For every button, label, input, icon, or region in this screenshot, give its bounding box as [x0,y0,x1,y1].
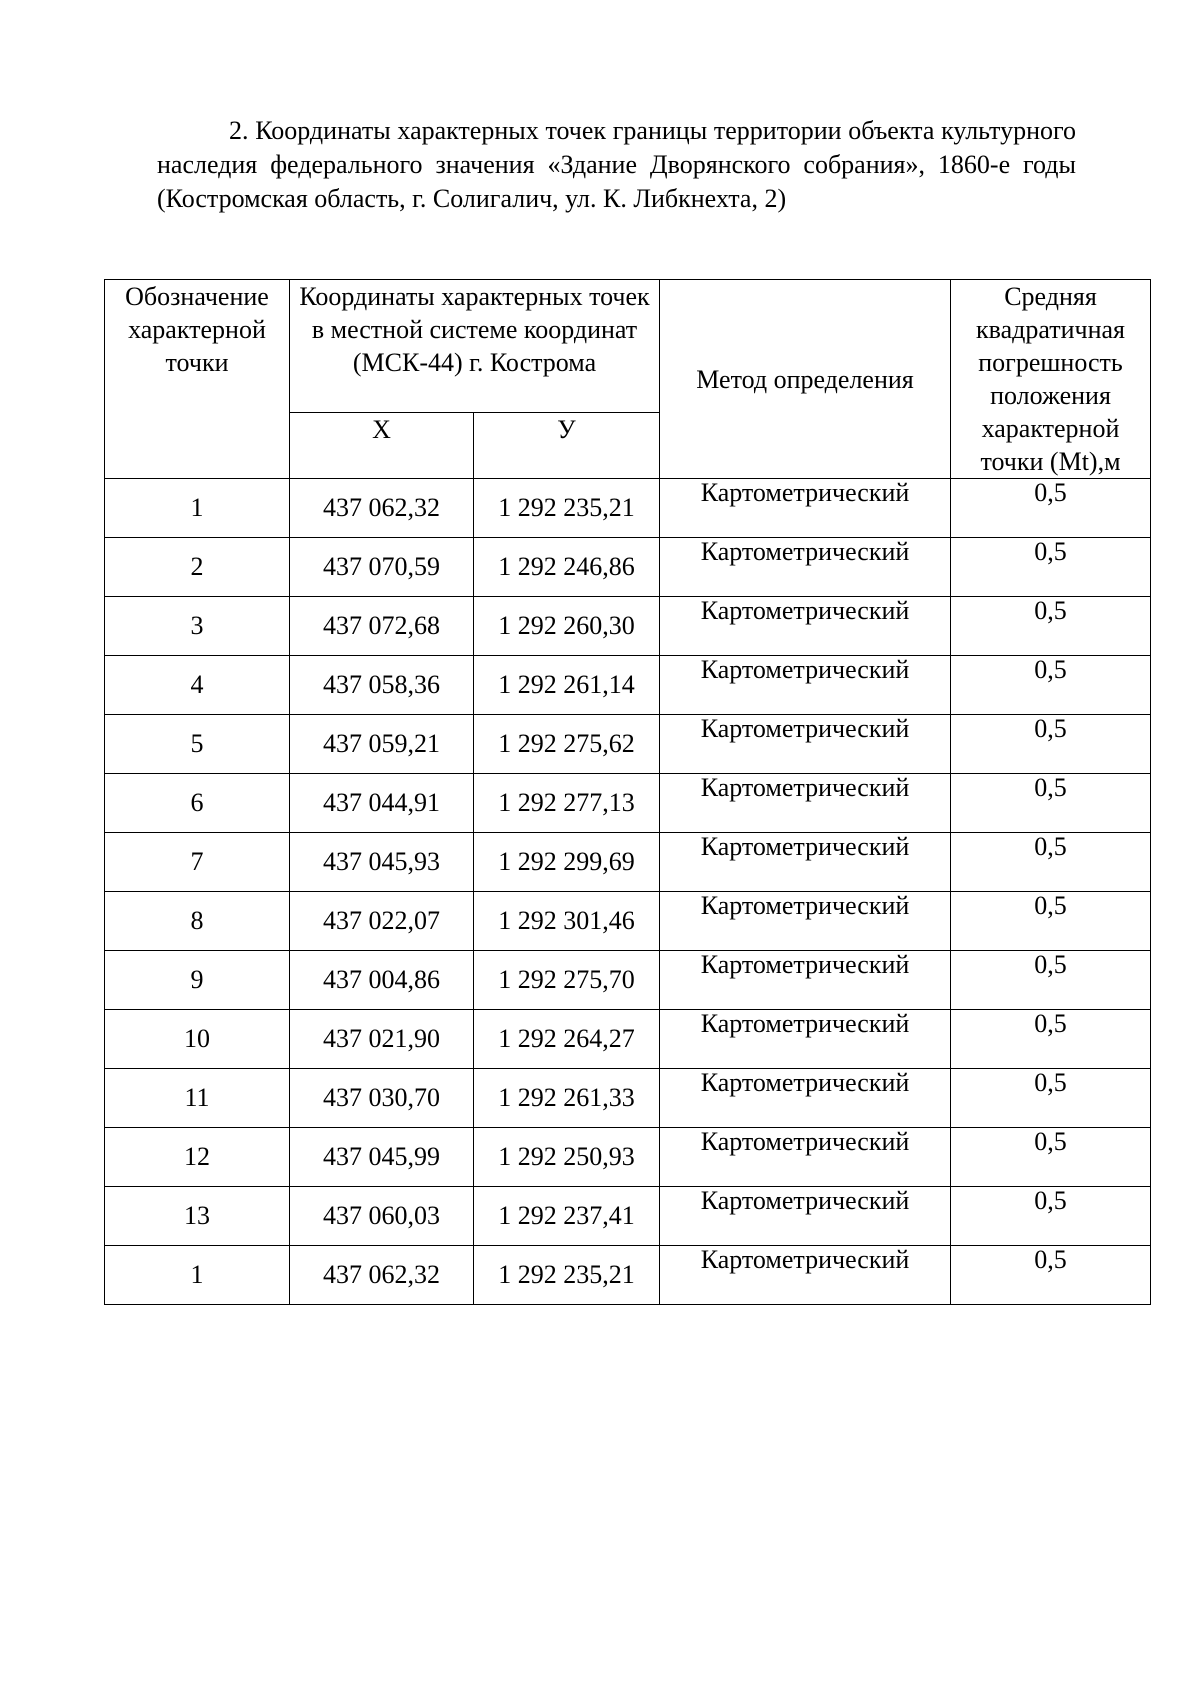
header-error: Средняя квадратичная погрешность положения характерной точки (Mt),м [951,280,1151,479]
table-body [105,479,1151,1305]
cell-error: 0,5 [951,1069,1151,1128]
table-row [105,1069,1151,1128]
table-row [105,892,1151,951]
cell-x: 437 059,21 [290,715,474,774]
cell-method: Картометрический [660,833,951,892]
header-coordinates: Координаты характерных точек в местной системе координат (МСК-44) г. Кострома [290,280,660,413]
cell-x: 437 044,91 [290,774,474,833]
cell-point: 6 [105,774,290,833]
cell-y: 1 292 250,93 [474,1128,660,1187]
cell-point: 1 [105,1246,290,1305]
cell-point: 3 [105,597,290,656]
table-row [105,715,1151,774]
header-method: Метод определения [660,280,951,479]
table-row [105,833,1151,892]
cell-y: 1 292 235,21 [474,479,660,538]
cell-method: Картометрический [660,1128,951,1187]
cell-error: 0,5 [951,1187,1151,1246]
table-row [105,1128,1151,1187]
cell-point: 12 [105,1128,290,1187]
cell-y: 1 292 275,70 [474,951,660,1010]
cell-x: 437 004,86 [290,951,474,1010]
cell-error: 0,5 [951,479,1151,538]
cell-x: 437 022,07 [290,892,474,951]
cell-error: 0,5 [951,597,1151,656]
cell-method: Картометрический [660,715,951,774]
cell-point: 13 [105,1187,290,1246]
cell-x: 437 045,99 [290,1128,474,1187]
coordinates-table [104,279,1151,1305]
table-row [105,774,1151,833]
cell-point: 4 [105,656,290,715]
cell-point: 5 [105,715,290,774]
header-y: У [474,413,660,479]
cell-point: 9 [105,951,290,1010]
cell-point: 7 [105,833,290,892]
section-heading [157,114,1076,216]
cell-x: 437 045,93 [290,833,474,892]
cell-error: 0,5 [951,774,1151,833]
cell-method: Картометрический [660,774,951,833]
cell-y: 1 292 299,69 [474,833,660,892]
cell-method: Картометрический [660,1069,951,1128]
cell-y: 1 292 261,33 [474,1069,660,1128]
cell-x: 437 060,03 [290,1187,474,1246]
table-row [105,1246,1151,1305]
section-heading-text: 2. Координаты характерных точек границы территории объекта культурного наследия федерального значения «Здание Дворянского собрания», 1860-е годы (Костромская область, г. Солигалич, ул. К. Либкнехта, 2) [157,116,1076,213]
cell-y: 1 292 237,41 [474,1187,660,1246]
cell-point: 2 [105,538,290,597]
table-row [105,1187,1151,1246]
cell-y: 1 292 246,86 [474,538,660,597]
table-row [105,479,1151,538]
cell-x: 437 072,68 [290,597,474,656]
cell-y: 1 292 235,21 [474,1246,660,1305]
cell-point: 10 [105,1010,290,1069]
cell-method: Картометрический [660,1246,951,1305]
table-row [105,951,1151,1010]
cell-method: Картометрический [660,656,951,715]
cell-error: 0,5 [951,715,1151,774]
cell-error: 0,5 [951,951,1151,1010]
cell-y: 1 292 260,30 [474,597,660,656]
table-row [105,656,1151,715]
cell-method: Картометрический [660,1010,951,1069]
cell-error: 0,5 [951,538,1151,597]
cell-y: 1 292 301,46 [474,892,660,951]
cell-method: Картометрический [660,892,951,951]
cell-x: 437 021,90 [290,1010,474,1069]
header-point: Обозначение характерной точки [105,280,290,479]
cell-point: 11 [105,1069,290,1128]
cell-error: 0,5 [951,892,1151,951]
table-row [105,597,1151,656]
cell-error: 0,5 [951,1128,1151,1187]
cell-y: 1 292 261,14 [474,656,660,715]
cell-y: 1 292 277,13 [474,774,660,833]
cell-method: Картометрический [660,479,951,538]
cell-method: Картометрический [660,1187,951,1246]
cell-x: 437 058,36 [290,656,474,715]
cell-x: 437 062,32 [290,1246,474,1305]
cell-error: 0,5 [951,1246,1151,1305]
cell-x: 437 070,59 [290,538,474,597]
cell-method: Картометрический [660,597,951,656]
cell-y: 1 292 264,27 [474,1010,660,1069]
cell-point: 8 [105,892,290,951]
cell-y: 1 292 275,62 [474,715,660,774]
cell-method: Картометрический [660,538,951,597]
cell-x: 437 062,32 [290,479,474,538]
cell-method: Картометрический [660,951,951,1010]
table-row [105,1010,1151,1069]
header-x: Х [290,413,474,479]
cell-error: 0,5 [951,1010,1151,1069]
cell-x: 437 030,70 [290,1069,474,1128]
cell-point: 1 [105,479,290,538]
cell-error: 0,5 [951,656,1151,715]
cell-error: 0,5 [951,833,1151,892]
table-row [105,538,1151,597]
